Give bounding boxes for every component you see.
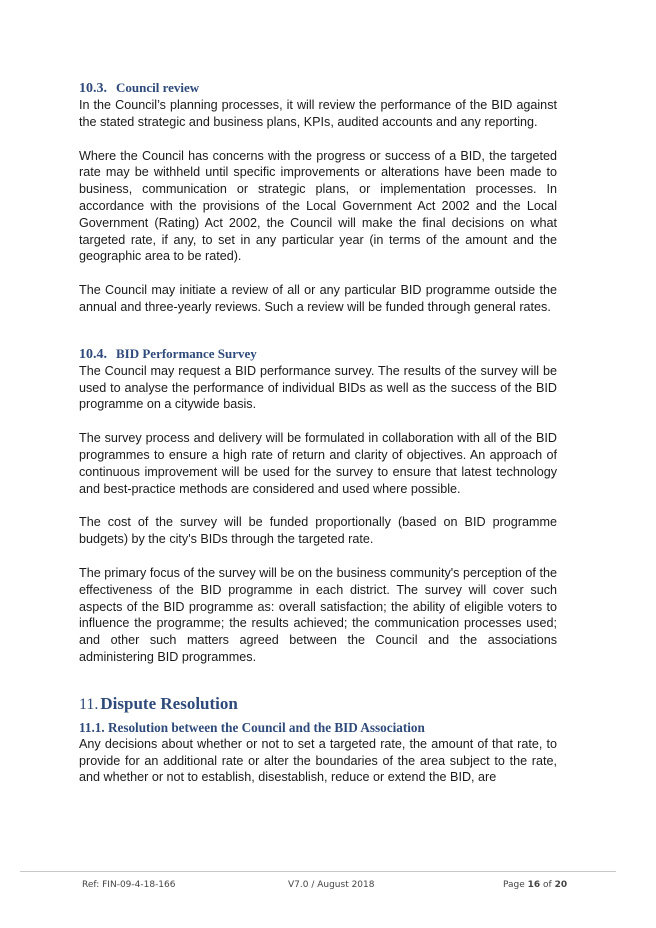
paragraph: The primary focus of the survey will be on the business community's perception of the effectiveness of the BID programme in each district. The survey will cover such aspects of the BID programme as: overall satisfaction; the ability of eligible voters to influence the programme; the results achieved; the communication processes used; and other such matters agreed between the Council and the associations administering BID programmes. [79, 565, 557, 664]
paragraph: Any decisions about whether or not to set a targeted rate, the amount of that rate, to provide for an additional rate or alter the boundaries of the area subject to the rate, and whether or not to establish, disestablish, reduce or extend the BID, are [79, 736, 557, 785]
footer-page-number [503, 880, 567, 890]
paragraph: In the Council’s planning processes, it will review the performance of the BID against the stated strategic and business plans, KPIs, audited accounts and any reporting. [79, 98, 557, 129]
footer-version: V7.0 / August 2018 [288, 880, 375, 890]
section-number: 10.4. [79, 346, 107, 362]
section-title: Dispute Resolution [100, 693, 238, 713]
section-11-heading [79, 693, 557, 716]
page-of: of [540, 880, 555, 890]
page-total: 20 [554, 880, 568, 890]
paragraph: The survey process and delivery will be formulated in collaboration with all of the BID programmes to ensure a high rate of return and clarity of objectives. An approach of continuous improvement will be used for the survey to ensure that latest technology and best-practice methods are considered and used where possible. [79, 431, 557, 496]
page-current: 16 [527, 880, 541, 890]
paragraph: The Council may initiate a review of all or any particular BID programme outside the annual and three-yearly reviews. Such a review will be funded through general rates. [79, 283, 557, 314]
footer-divider [20, 871, 616, 872]
section-title: Resolution between the Council and the BID Association [107, 719, 425, 735]
section-number: 11. [79, 695, 99, 713]
section-number: 11.1. [79, 719, 105, 735]
paragraph: Where the Council has concerns with the progress or success of a BID, the targeted rate may be withheld until specific improvements or alterations have been made to business, communication or strategic plans, or implementation processes. In accordance with the provisions of the Local Government Act 2002 and the Local Government (Rating) Act 2002, the Council will make the final decisions on what targeted rate, if any, to set in any particular year (in terms of the amount and the geographic area to be rated). [79, 148, 557, 264]
footer-reference: Ref: FIN-09-4-18-166 [82, 880, 176, 890]
page-prefix: Page [503, 880, 528, 890]
paragraph: The Council may request a BID performance survey. The results of the survey will be used to analyse the performance of individual BIDs as well as the success of the BID programme on a citywide basis. [79, 363, 557, 412]
paragraph: The cost of the survey will be funded proportionally (based on BID programme budgets) by the city's BIDs through the targeted rate. [79, 515, 557, 547]
section-10-3-heading [79, 80, 557, 97]
section-number: 10.3. [79, 81, 107, 96]
section-10-4-heading [79, 346, 557, 363]
section-11-1-heading [79, 720, 557, 736]
document-body [79, 80, 557, 786]
section-title: BID Performance Survey [116, 345, 257, 361]
section-title: Council review [116, 80, 200, 95]
